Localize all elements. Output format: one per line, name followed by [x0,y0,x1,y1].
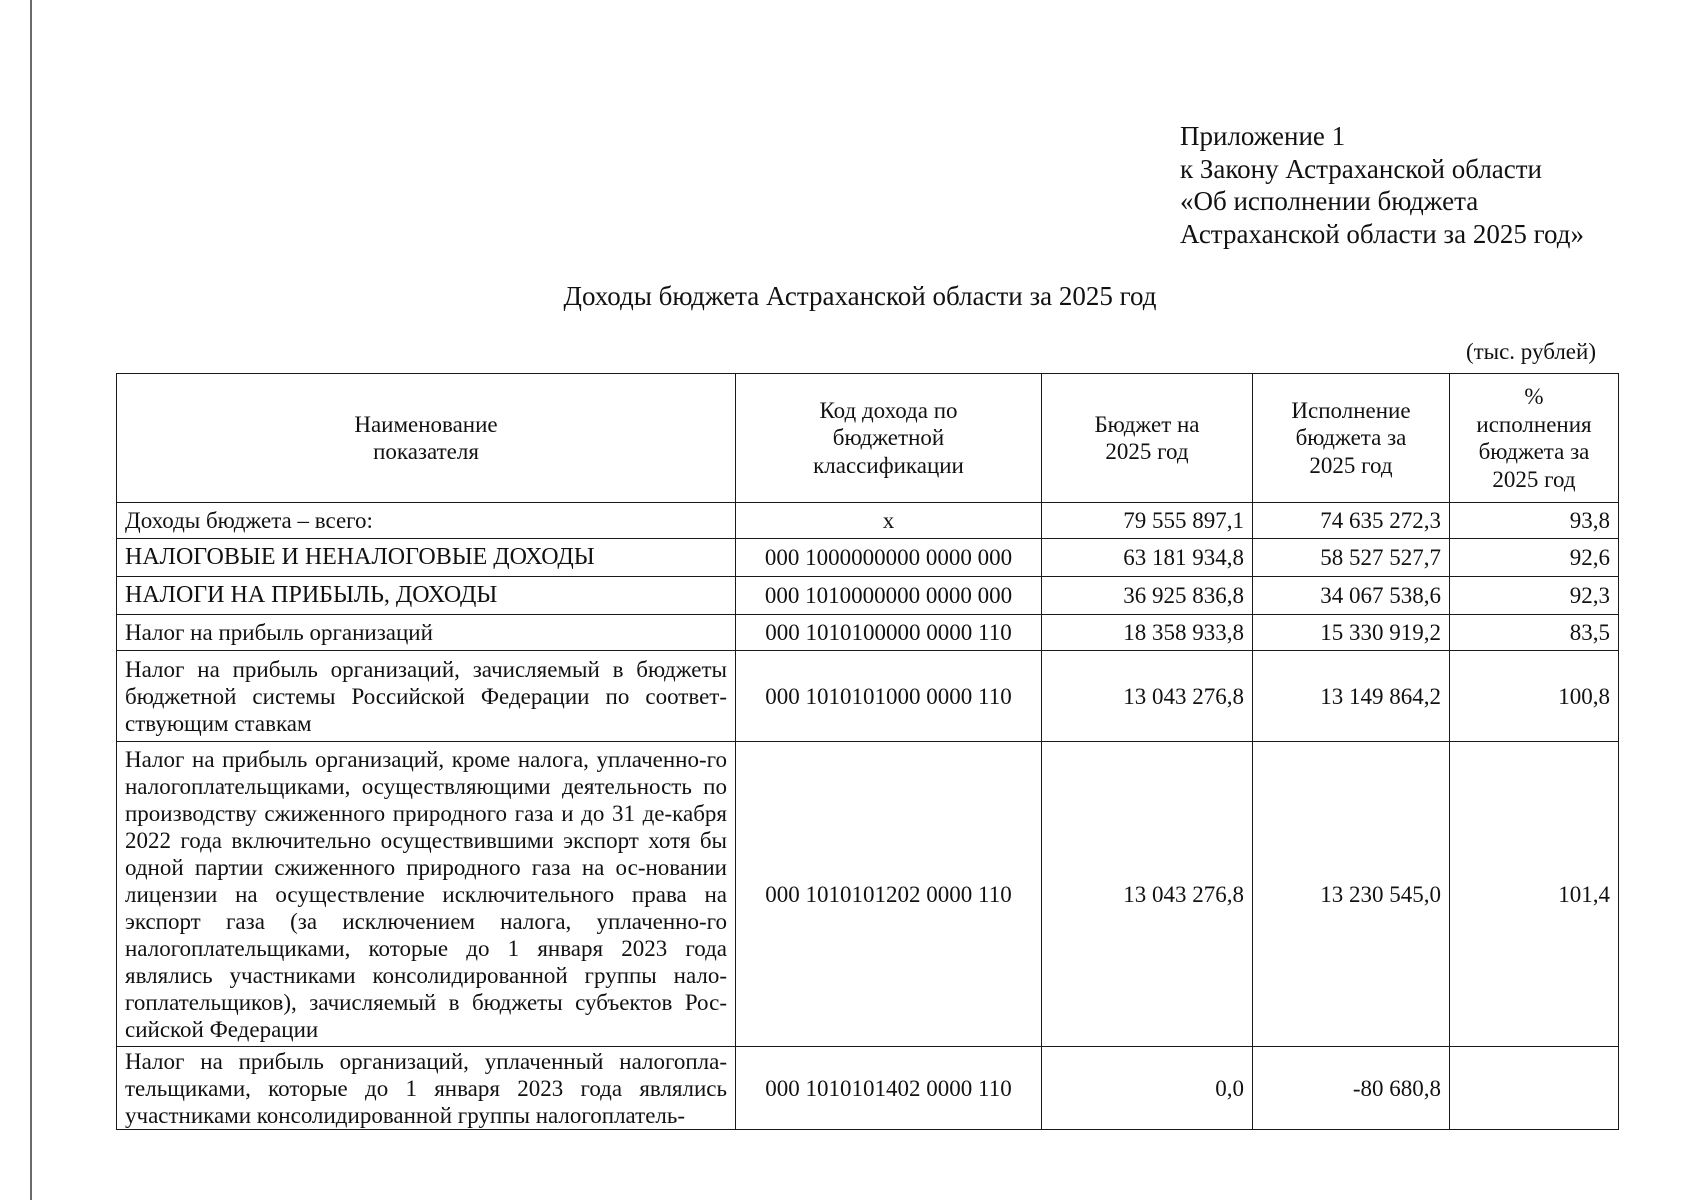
row-code: 000 1000000000 0000 000 [736,539,1042,577]
row-code: 000 1010101402 0000 110 [736,1047,1042,1130]
row-code: 000 1010101202 0000 110 [736,742,1042,1047]
row-name: Налог на прибыль организаций, зачисляемый в бюджеты бюджетной системы Российской Федерации по соответ-ствующим ставкам [117,651,736,742]
row-execution: 74 635 272,3 [1253,503,1450,539]
table-row [117,577,1619,615]
header-code: Код дохода по бюджетной классификации [736,374,1042,503]
row-percent: 100,8 [1450,651,1619,742]
table-row [117,539,1619,577]
row-execution: -80 680,8 [1253,1047,1450,1130]
row-percent [1450,1047,1619,1130]
row-execution: 13 149 864,2 [1253,651,1450,742]
table-header-row [117,374,1619,503]
row-percent: 101,4 [1450,742,1619,1047]
header-name: Наименование показателя [117,374,736,503]
row-name: НАЛОГОВЫЕ И НЕНАЛОГОВЫЕ ДОХОДЫ [117,539,736,577]
appendix-note [1180,120,1584,250]
row-budget: 0,0 [1042,1047,1253,1130]
header-execution: Исполнение бюджета за 2025 год [1253,374,1450,503]
row-budget: 13 043 276,8 [1042,742,1253,1047]
row-name: Налог на прибыль организаций [117,615,736,651]
appendix-line-3: «Об исполнении бюджета [1180,186,1479,216]
row-execution: 15 330 919,2 [1253,615,1450,651]
row-budget: 13 043 276,8 [1042,651,1253,742]
header-budget: Бюджет на 2025 год [1042,374,1253,503]
row-name: Налог на прибыль организаций, уплаченный налогопла-тельщиками, которые до 1 января 2023 года являлись участниками консолидированной группы налогоплатель- [117,1047,736,1130]
row-budget: 63 181 934,8 [1042,539,1253,577]
row-percent: 92,3 [1450,577,1619,615]
row-code: 000 1010000000 0000 000 [736,577,1042,615]
row-percent: 83,5 [1450,615,1619,651]
table-row [117,1047,1619,1130]
row-percent: 93,8 [1450,503,1619,539]
document-title: Доходы бюджета Астраханской области за 2025 год [563,281,1157,311]
row-execution: 58 527 527,7 [1253,539,1450,577]
table-row [117,742,1619,1047]
row-budget: 36 925 836,8 [1042,577,1253,615]
table-row [117,651,1619,742]
appendix-line-1: Приложение 1 [1180,121,1346,151]
row-code: 000 1010101000 0000 110 [736,651,1042,742]
row-code: 000 1010100000 0000 110 [736,615,1042,651]
appendix-line-2: к Закону Астраханской области [1180,153,1543,184]
units-note: (тыс. рублей) [1465,339,1596,364]
row-code: х [736,503,1042,539]
income-table [116,373,1619,1130]
row-name: Налог на прибыль организаций, кроме налога, уплаченно-го налогоплательщиками, осуществляющими деятельность по производству сжиженного природного газа и до 31 де-кабря 2022 года включительно осуществившими экспорт хотя бы одной партии сжиженного природного газа на ос-новании лицензии на осуществление исключительного права на экспорт газа (за исключением налога, уплаченно-го налогоплательщиками, которые до 1 января 2023 года являлись участниками консолидированной группы нало-гоплательщиков), зачисляемый в бюджеты субъектов Рос-сийской Федерации [117,742,736,1047]
appendix-line-4: Астраханской области за 2025 год» [1180,218,1584,249]
table-row [117,615,1619,651]
header-percent: % исполнения бюджета за 2025 год [1450,374,1619,503]
row-name: НАЛОГИ НА ПРИБЫЛЬ, ДОХОДЫ [117,577,736,615]
row-execution: 34 067 538,6 [1253,577,1450,615]
row-budget: 79 555 897,1 [1042,503,1253,539]
scan-edge-line [30,0,32,1200]
row-execution: 13 230 545,0 [1253,742,1450,1047]
row-budget: 18 358 933,8 [1042,615,1253,651]
row-percent: 92,6 [1450,539,1619,577]
table-row [117,503,1619,539]
row-name: Доходы бюджета – всего: [117,503,736,539]
